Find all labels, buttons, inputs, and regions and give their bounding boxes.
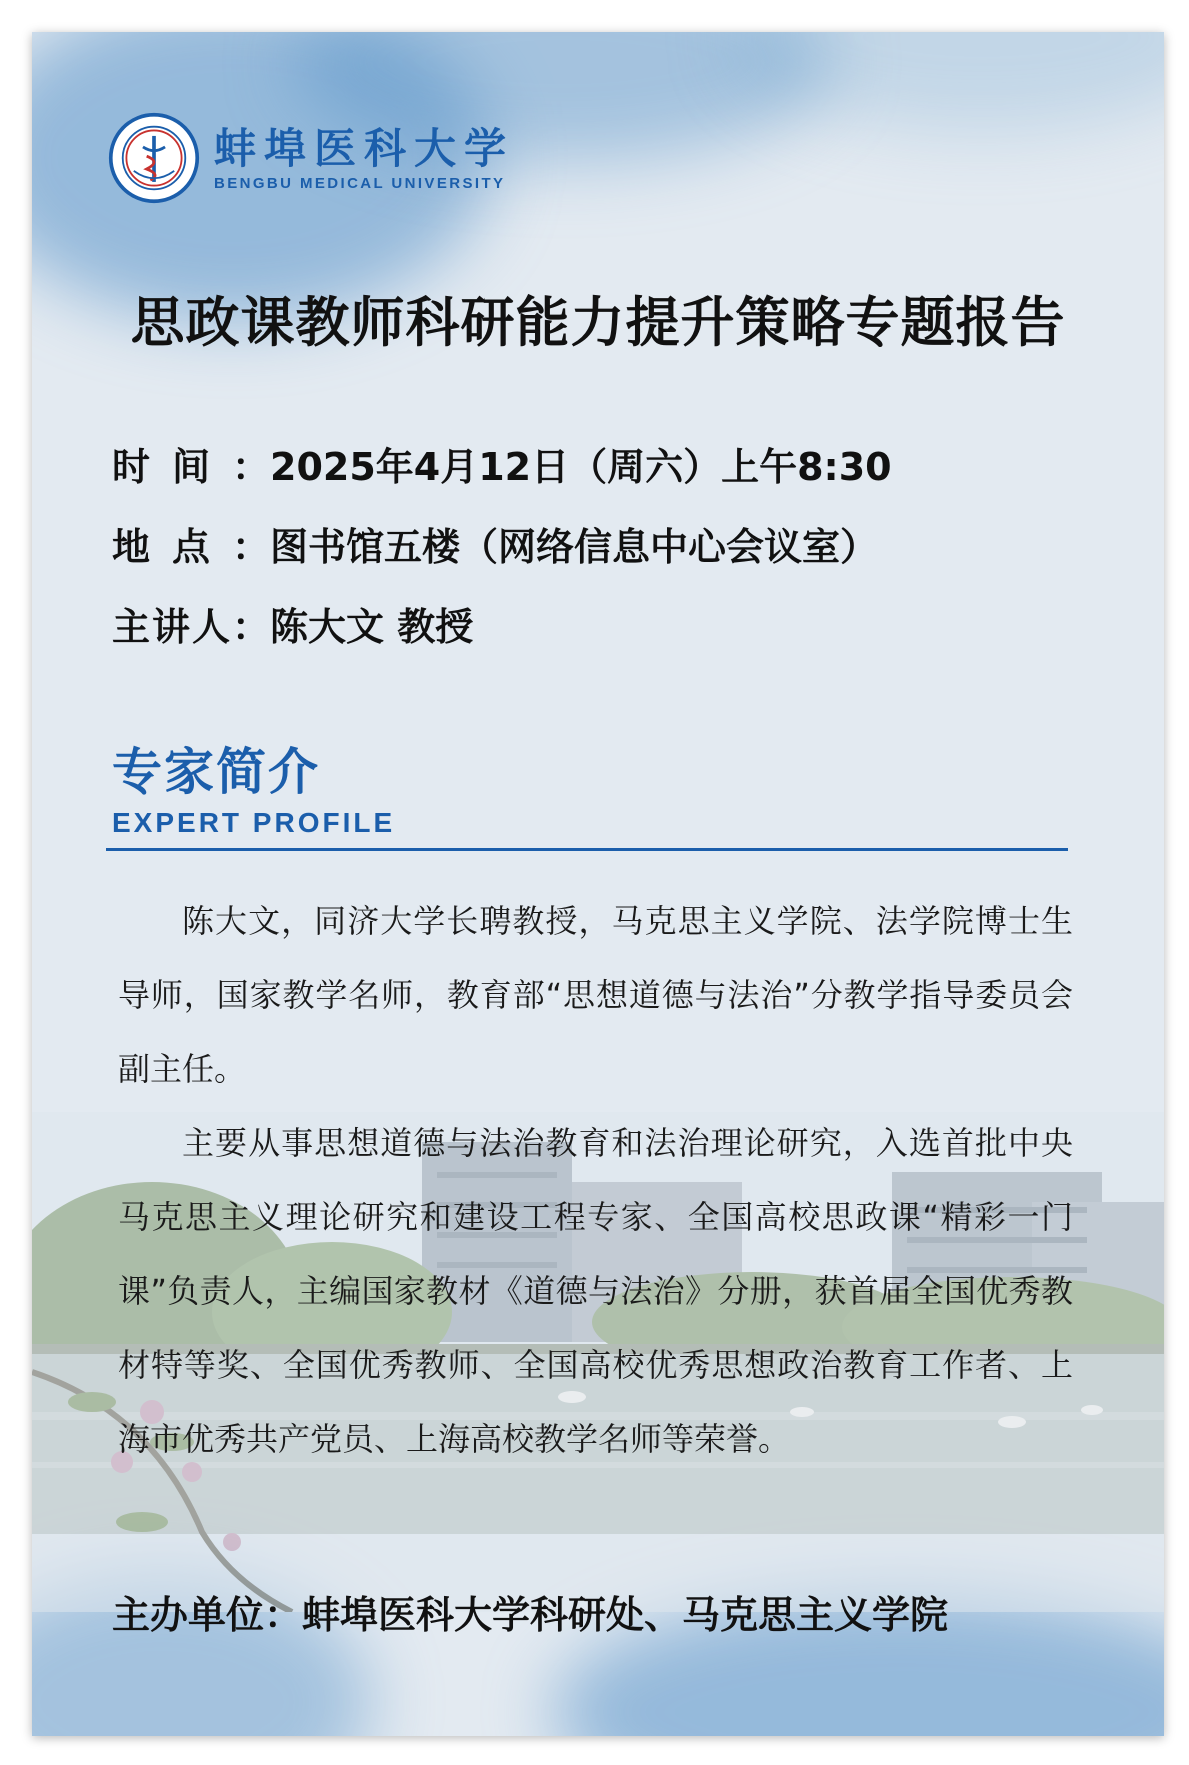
info-row-time bbox=[112, 442, 892, 522]
university-seal-icon bbox=[108, 112, 200, 204]
ink-wash-decoration bbox=[732, 32, 1164, 132]
section-title-en: EXPERT PROFILE bbox=[112, 807, 396, 838]
info-label: 时 间 ： bbox=[112, 445, 270, 489]
info-row-speaker bbox=[112, 602, 892, 682]
section-divider bbox=[106, 848, 1068, 851]
organizer: 主办单位：蚌埠医科大学科研处、马克思主义学院 bbox=[112, 1593, 949, 1637]
info-label: 地 点 ： bbox=[112, 525, 270, 569]
university-name-en: BENGBU MEDICAL UNIVERSITY bbox=[214, 174, 506, 192]
expert-bio bbox=[118, 884, 1073, 1476]
bio-paragraph: 主要从事思想道德与法治教育和法治理论研究，入选首批中央马克思主义理论研究和建设工程专家、全国高校思政课“精彩一门课”负责人，主编国家教材《道德与法治》分册，获首届全国优秀教材特等奖、全国优秀教师、全国高校优秀思想政治教育工作者、上海市优秀共产党员、上海高校教学名师等荣誉。 bbox=[118, 1124, 1073, 1458]
info-value-location: 图书馆五楼（网络信息中心会议室） bbox=[270, 525, 879, 569]
poster bbox=[32, 32, 1164, 1736]
university-logo bbox=[108, 112, 514, 204]
section-title-cn: 专家简介 bbox=[112, 743, 320, 801]
event-info bbox=[112, 442, 892, 682]
info-row-location bbox=[112, 522, 892, 602]
info-value-speaker: 陈大文 教授 bbox=[270, 605, 474, 649]
university-name-cn: 蚌埠医科大学 bbox=[214, 123, 515, 173]
info-label: 主 讲 人 ： bbox=[112, 605, 270, 649]
info-value-time: 2025年4月12日（周六）上午8:30 bbox=[270, 445, 892, 489]
bio-paragraph: 陈大文，同济大学长聘教授，马克思主义学院、法学院博士生导师，国家教学名师，教育部“思想道德与法治”分教学指导委员会副主任。 bbox=[118, 902, 1073, 1088]
poster-title: 思政课教师科研能力提升策略专题报告 bbox=[130, 291, 1066, 354]
